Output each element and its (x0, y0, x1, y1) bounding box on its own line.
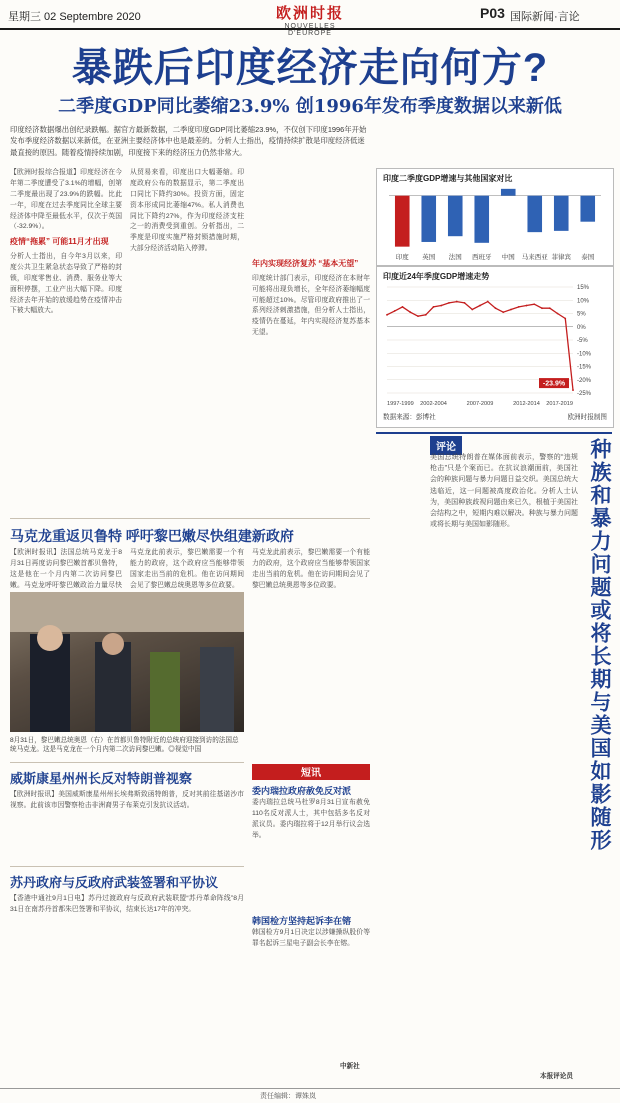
commentary-rule (376, 432, 612, 434)
chart-2-point (487, 301, 489, 303)
photo-caption: 8月31日，黎巴嫩总统奥恩（右）在首都贝鲁特附近的总统府迎接到访的法国总统马克龙。这是马克龙在一个月内第二次访问黎巴嫩。◎视觉中国 (10, 737, 239, 754)
page-number: P03 (480, 5, 505, 21)
column-2-body: 从贸易来看，印度出口大幅萎缩。印度政府公布的数据显示，第二季度出口同比下降约30%。投资方面，固定资本形成同比萎缩47%。私人消费也同比下降约27%，作为印度经济支柱之一的消费受到重创。分析指出，二季度是印度实施严格封锁措施时期，大部分经济活动陷入停滞。 (130, 169, 244, 253)
column-3-body: 印度统计部门表示，印度经济在本财年可能将出现负增长，全年经济萎缩幅度可能超过10%。尽管印度政府推出了一系列经济刺激措施，但分析人士指出，疫情仍在蔓延，年内实现经济复苏基本无望。 (252, 274, 370, 337)
brief-2-body: 韩国检方9月1日决定以涉嫌操纵股价等罪名起诉三星电子副会长李在镕。 (252, 929, 370, 947)
chart-1-bar (580, 196, 595, 222)
chart-2-point (564, 318, 566, 320)
newspaper-logo (262, 2, 358, 37)
chart-2-point (409, 311, 411, 313)
commentary-author: 本报评论员 (540, 1073, 573, 1080)
commentary-body (430, 452, 578, 1072)
story-divider-2 (10, 762, 244, 763)
chart-2-y-tick-label: -20% (577, 377, 592, 384)
chart-2-point (518, 306, 520, 308)
chart-2-source: 数据来源：彭博社 (383, 414, 436, 421)
column-1-body: 分析人士指出，自今年3月以来，印度公共卫生紧急状态导致了严格的封锁，印度零售业、消费、服务业等大面积停摆，工业产出大幅下降。印度经济去年开始的放缓趋势在疫情冲击下被大幅放大。 (10, 253, 122, 315)
chart-2-credit: 欧洲时报制图 (567, 414, 607, 421)
chart-1-bar (527, 196, 542, 232)
story-divider-3 (10, 866, 244, 867)
wisconsin-story-headline: 威斯康星州州长反对特朗普视察 (10, 771, 193, 786)
chart-1-category-label: 法国 (448, 254, 462, 261)
footer-editor: 责任编辑：谭姝岚 (260, 1093, 316, 1100)
commentary-title: 种族和暴力问题或将长期与美国如影随形 (588, 438, 611, 852)
chart-1-title: 印度二季度GDP增速与其他国家对比 (383, 174, 513, 183)
chart-2-point (479, 305, 481, 307)
section-name: 国际新闻·言论 (510, 11, 580, 23)
chart-2-point (549, 307, 551, 309)
chart-1-bar (501, 189, 516, 196)
chart-1-category-label: 菲律宾 (551, 254, 571, 261)
sudan-story-headline: 苏丹政府与反政府武装签署和平协议 (10, 875, 219, 890)
chart-2-point (541, 307, 543, 309)
chart-1-bar (421, 196, 436, 242)
column-1-intro: 【欧洲时报综合报道】印度经济在今年第二季度遭受了3.1%的增幅，创第二季度最出现了23.9%的跌幅。比此一年，印度在过去季度同比全球主要经济体中降至最低水平，仅次于英国（-32.9%）。 (10, 169, 122, 231)
main-headline: 暴跌后印度经济走向何方? (71, 46, 549, 90)
chart-2-point (526, 305, 528, 307)
chart-2-x-tick-label: 2017-2019 (546, 401, 573, 407)
column-3-subtitle: 年内实现经济复苏 “基本无望” (252, 259, 359, 268)
macron-story-text-3: 马克龙此前表示，黎巴嫩需要一个有能力的政府，这个政府应当能够带领国家走出当前的危机。他在访问期间会见了黎巴嫩总统奥恩等多位政要。 (252, 549, 370, 589)
chart-2-y-tick-label: 15% (577, 285, 590, 291)
gdp-comparison-chart (376, 168, 614, 266)
brief-2-source: 中新社 (340, 1063, 360, 1070)
chart-1-category-label: 印度 (395, 254, 409, 261)
article-column-2 (130, 168, 244, 510)
page-footer (0, 1088, 620, 1103)
chart-2-callout-label: -23.9% (542, 380, 566, 388)
chart-2-y-tick-label: -5% (577, 338, 588, 344)
logo-chinese: 欧洲时报 (275, 4, 344, 22)
chart-2-point (386, 314, 388, 316)
chart-2-y-tick-label: -15% (577, 364, 592, 371)
chart-2-point (502, 311, 504, 313)
chart-2-point (402, 306, 404, 308)
chart-2-x-tick-label: 2002-2004 (420, 401, 447, 407)
chart-2-y-tick-label: 5% (577, 311, 586, 318)
logo-french: NOUVELLES D'EUROPE (284, 23, 336, 37)
macron-story-headline: 马克龙重返贝鲁特 呼吁黎巴嫩尽快组建新政府 (10, 528, 294, 544)
macron-story-text-1: 【欧洲时报讯】法国总统马克龙于8月31日再度访问黎巴嫩首都贝鲁特，这是他在一个月内第二次访问黎巴嫩。马克龙呼吁黎巴嫩政治力量尽快 (10, 549, 122, 589)
chart-2-point (456, 301, 458, 303)
chart-2-point (471, 309, 473, 311)
chart-2-x-tick-label: 2012-2014 (513, 401, 540, 407)
gdp-trend-chart (376, 266, 614, 428)
chart-2-svg (377, 267, 613, 427)
chart-1-bar (395, 196, 410, 247)
chart-2-point (394, 310, 396, 312)
chart-2-y-tick-label: -25% (577, 391, 592, 397)
chart-1-svg (377, 169, 613, 265)
chart-2-point (440, 305, 442, 307)
chart-2-x-tick-label: 1997-1999 (387, 401, 414, 407)
chart-1-category-label: 马来西亚 (521, 254, 548, 261)
chart-1-bar (474, 196, 489, 243)
chart-2-point (425, 314, 427, 316)
macron-photo (10, 592, 244, 732)
chart-1-category-label: 中国 (501, 254, 515, 261)
commentary-text: 美国总统特朗普在媒体面前表示，警察的“违规枪击”只是个案而已。在抗议浪潮面前，美国社会的种族问题与暴力问题日益交织。美国总统大选临近，这一问题被高度政治化。分析人士认为，美国种族歧视问题由来已久，根植于美国社会结构之中，短期内难以解决。种族与暴力问题或将长期与美国如影随形。 (430, 454, 578, 529)
chart-2-x-tick-label: 2007-2009 (466, 401, 494, 407)
chart-2-title: 印度近24年季度GDP增速走势 (383, 272, 490, 281)
commentary-label: 评论 (430, 436, 462, 455)
chart-1-category-label: 泰国 (581, 254, 595, 261)
photo-illustration (10, 592, 244, 732)
brief-1-headline: 委内瑞拉政府赦免反对派 (252, 786, 352, 796)
lead-paragraph: 印度经济数据爆出创纪录跌幅。据官方最新数据，二季度印度GDP同比萎缩23.9%，不仅创下印度1996年开始发布季度经济数据以来新低，在亚洲主要经济体中也是最差的。分析人士指出，疫情持续扩散是印度经济低迷最直接的原因。随着疫情持续加剧，印度接下来的经济压力仍然非常大。 (10, 125, 367, 157)
article-column-3 (252, 168, 370, 510)
chart-2-point (557, 313, 559, 315)
chart-2-y-tick-label: 10% (577, 298, 590, 305)
column-1-subtitle: 疫情“拖累” 可能11月才出现 (10, 237, 109, 247)
chart-2-y-tick-label: 0% (577, 324, 586, 331)
brief-1-body: 委内瑞拉总统马杜罗8月31日宣布赦免110名反对派人士，其中包括多名反对派议员。委内瑞拉将于12月举行议会选举。 (252, 799, 370, 839)
chart-2-y-tick-label: -10% (577, 351, 592, 358)
macron-story-text-2: 马克龙此前表示，黎巴嫩需要一个有能力的政府，这个政府应当能够带领国家走出当前的危机。他在访问期间会见了黎巴嫩总统奥恩等多位政要。 (130, 549, 244, 589)
chart-2-point (510, 309, 512, 311)
chart-2-point (433, 306, 435, 308)
chart-2-point (572, 389, 574, 391)
story-divider (10, 518, 370, 519)
chart-2-point (417, 315, 419, 317)
briefs-label: 短讯 (252, 764, 370, 780)
brief-2-headline: 韩国检方坚持起诉李在镕 (252, 916, 352, 926)
chart-2-point (448, 302, 450, 304)
chart-2-point (495, 307, 497, 309)
chart-2-point (464, 302, 466, 304)
article-column-1 (10, 168, 122, 510)
sudan-story-body: 【香港中通社9月1日电】苏丹过渡政府与反政府武装联盟“苏丹革命阵线”8月31日在南苏丹首都朱巴签署和平协议，结束长达17年的冲突。 (10, 895, 244, 913)
chart-1-bar (554, 196, 569, 231)
wisconsin-story-body: 【欧洲时报讯】美国威斯康星州州长埃弗斯致函特朗普，反对其前往基诺沙市视察。此前该市因警察枪击非洲裔男子布莱克引发抗议活动。 (10, 791, 244, 809)
masthead (0, 0, 620, 37)
chart-2-point (533, 303, 535, 305)
chart-1-category-label: 西班牙 (472, 254, 492, 261)
main-subhead: 二季度GDP同比萎缩23.9% 创1996年发布季度数据以来新低 (58, 96, 562, 117)
issue-date: 星期三 02 Septembre 2020 (8, 11, 141, 23)
chart-1-category-label: 英国 (422, 254, 436, 261)
chart-1-bar (448, 196, 463, 237)
chart-2-series-line (387, 302, 573, 391)
